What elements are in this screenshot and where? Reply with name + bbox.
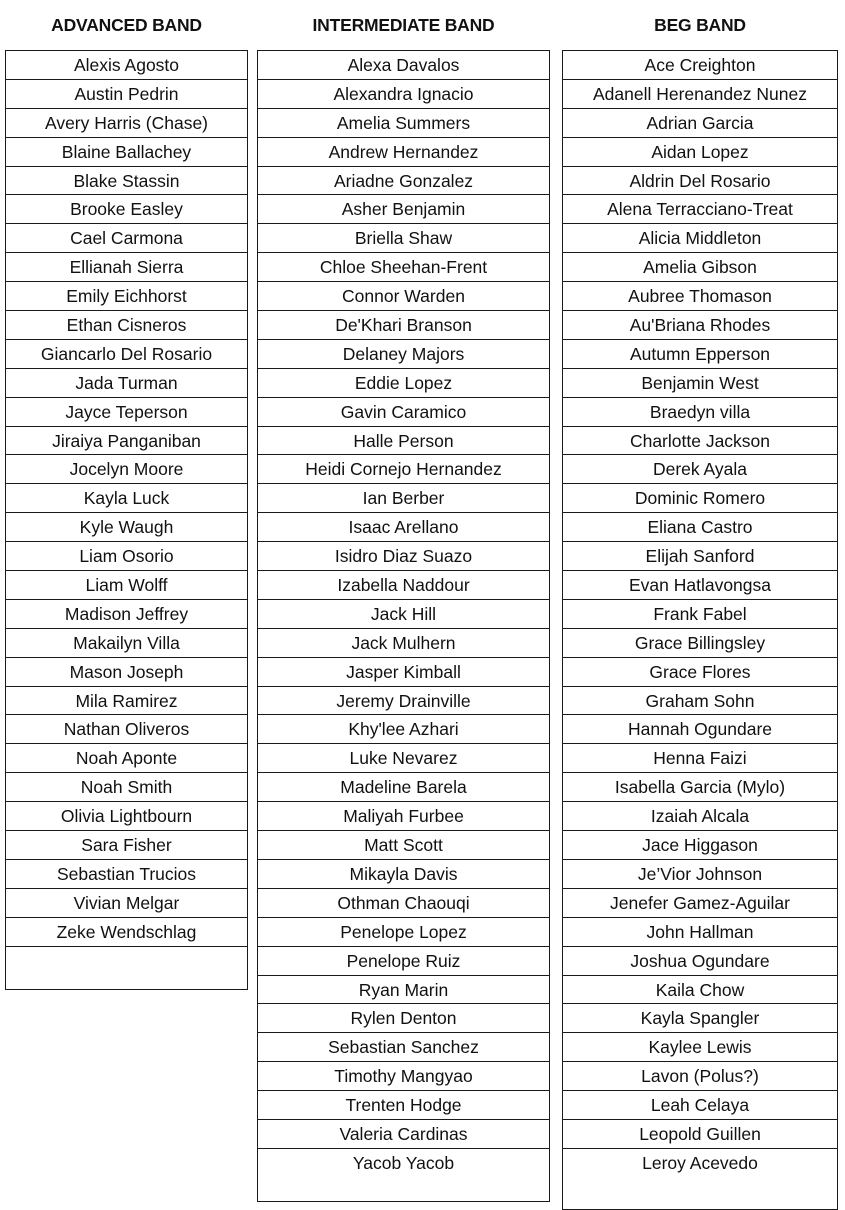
name-row: Sara Fisher [6, 831, 247, 860]
name-row: Jack Hill [258, 600, 549, 629]
name-row: Jace Higgason [563, 831, 837, 860]
name-row: Khy'lee Azhari [258, 715, 549, 744]
name-row: Aidan Lopez [563, 138, 837, 167]
name-row: Ariadne Gonzalez [258, 167, 549, 196]
name-row: Jack Mulhern [258, 629, 549, 658]
name-row: Jada Turman [6, 369, 247, 398]
name-row: Luke Nevarez [258, 744, 549, 773]
name-row: Liam Wolff [6, 571, 247, 600]
name-row: Je’Vior Johnson [563, 860, 837, 889]
name-row: Ethan Cisneros [6, 311, 247, 340]
name-row: Liam Osorio [6, 542, 247, 571]
name-row: Yacob Yacob [352, 1152, 455, 1173]
name-row: Sebastian Sanchez [258, 1033, 549, 1062]
name-row: Leopold Guillen [563, 1120, 837, 1149]
name-row: Kyle Waugh [6, 513, 247, 542]
name-row: Alexa Davalos [258, 51, 549, 80]
name-row: Alexandra Ignacio [258, 80, 549, 109]
name-row: Ryan Marin [258, 976, 549, 1005]
column-header: ADVANCED BAND [51, 15, 202, 35]
name-row: Mila Ramirez [6, 687, 247, 716]
name-row: Austin Pedrin [6, 80, 247, 109]
name-row: Leah Celaya [563, 1091, 837, 1120]
name-row: Kaylee Lewis [563, 1033, 837, 1062]
name-row: Penelope Ruiz [258, 947, 549, 976]
name-row: Jenefer Gamez-Aguilar [563, 889, 837, 918]
name-list [5, 50, 248, 990]
name-row: Jayce Teperson [6, 398, 247, 427]
name-list [562, 50, 838, 1210]
name-row: Isabella Garcia (Mylo) [563, 773, 837, 802]
name-row: Nathan Oliveros [6, 715, 247, 744]
name-row: Penelope Lopez [258, 918, 549, 947]
name-row: Avery Harris (Chase) [6, 109, 247, 138]
name-row: Chloe Sheehan-Frent [258, 253, 549, 282]
name-row: Elijah Sanford [563, 542, 837, 571]
name-row: Othman Chaouqi [258, 889, 549, 918]
name-row: Amelia Gibson [563, 253, 837, 282]
name-row: Aldrin Del Rosario [563, 167, 837, 196]
column-header: INTERMEDIATE BAND [312, 15, 495, 35]
name-row: Timothy Mangyao [258, 1062, 549, 1091]
name-row: Joshua Ogundare [563, 947, 837, 976]
name-row: Evan Hatlavongsa [563, 571, 837, 600]
name-row: Eddie Lopez [258, 369, 549, 398]
name-row: Alicia Middleton [563, 224, 837, 253]
name-row: Kayla Luck [6, 484, 247, 513]
name-row: Eliana Castro [563, 513, 837, 542]
name-row: Benjamin West [563, 369, 837, 398]
name-row: Braedyn villa [563, 398, 837, 427]
name-row: Heidi Cornejo Hernandez [258, 455, 549, 484]
advanced-band-column [5, 0, 248, 942]
column-header: BEG BAND [654, 15, 746, 35]
name-row: Aubree Thomason [563, 282, 837, 311]
name-row: Izaiah Alcala [563, 802, 837, 831]
name-row: Grace Billingsley [563, 629, 837, 658]
name-row: Ace Creighton [563, 51, 837, 80]
name-row: Charlotte Jackson [563, 427, 837, 456]
name-row: Andrew Hernandez [258, 138, 549, 167]
name-row: Kayla Spangler [563, 1004, 837, 1033]
name-row: Au'Briana Rhodes [563, 311, 837, 340]
name-row: Maliyah Furbee [258, 802, 549, 831]
name-row: Frank Fabel [563, 600, 837, 629]
name-row: Derek Ayala [563, 455, 837, 484]
name-row: Dominic Romero [563, 484, 837, 513]
name-row: Adanell Herenandez Nunez [563, 80, 837, 109]
name-row: Ellianah Sierra [6, 253, 247, 282]
name-row: Alexis Agosto [6, 51, 247, 80]
name-row: Henna Faizi [563, 744, 837, 773]
name-row: Isaac Arellano [258, 513, 549, 542]
name-row: Emily Eichhorst [6, 282, 247, 311]
name-list [257, 50, 550, 1202]
name-row: Halle Person [258, 427, 549, 456]
name-row: Mason Joseph [6, 658, 247, 687]
name-row: Madison Jeffrey [6, 600, 247, 629]
name-row: Valeria Cardinas [258, 1120, 549, 1149]
name-row: Gavin Caramico [258, 398, 549, 427]
name-row: Adrian Garcia [563, 109, 837, 138]
name-row: Graham Sohn [563, 687, 837, 716]
name-row [6, 947, 247, 976]
name-row: Cael Carmona [6, 224, 247, 253]
name-row: De'Khari Branson [258, 311, 549, 340]
name-row: Connor Warden [258, 282, 549, 311]
name-row: Amelia Summers [258, 109, 549, 138]
name-row: John Hallman [563, 918, 837, 947]
name-row: Delaney Majors [258, 340, 549, 369]
name-row: Olivia Lightbourn [6, 802, 247, 831]
name-row: Leroy Acevedo [642, 1152, 758, 1173]
name-row: Autumn Epperson [563, 340, 837, 369]
beg-band-column [562, 0, 838, 1173]
name-row: Jasper Kimball [258, 658, 549, 687]
name-row: Trenten Hodge [258, 1091, 549, 1120]
name-row: Blake Stassin [6, 167, 247, 196]
name-row: Noah Smith [6, 773, 247, 802]
name-row: Alena Terracciano-Treat [563, 195, 837, 224]
name-row: Noah Aponte [6, 744, 247, 773]
name-row: Izabella Naddour [258, 571, 549, 600]
intermediate-band-column [257, 0, 550, 1173]
name-row: Jeremy Drainville [258, 687, 549, 716]
name-row: Sebastian Trucios [6, 860, 247, 889]
name-row: Vivian Melgar [6, 889, 247, 918]
name-row: Mikayla Davis [258, 860, 549, 889]
name-row: Grace Flores [563, 658, 837, 687]
name-row: Blaine Ballachey [6, 138, 247, 167]
name-row: Isidro Diaz Suazo [258, 542, 549, 571]
name-row: Zeke Wendschlag [6, 918, 247, 947]
name-row: Madeline Barela [258, 773, 549, 802]
name-row: Rylen Denton [258, 1004, 549, 1033]
name-row: Hannah Ogundare [563, 715, 837, 744]
name-row: Jocelyn Moore [6, 455, 247, 484]
name-row: Briella Shaw [258, 224, 549, 253]
name-row: Ian Berber [258, 484, 549, 513]
name-row: Jiraiya Panganiban [6, 427, 247, 456]
name-row: Brooke Easley [6, 195, 247, 224]
name-row: Giancarlo Del Rosario [6, 340, 247, 369]
name-row: Asher Benjamin [258, 195, 549, 224]
name-row: Makailyn Villa [6, 629, 247, 658]
name-row: Lavon (Polus?) [563, 1062, 837, 1091]
name-row: Kaila Chow [563, 976, 837, 1005]
name-row: Matt Scott [258, 831, 549, 860]
